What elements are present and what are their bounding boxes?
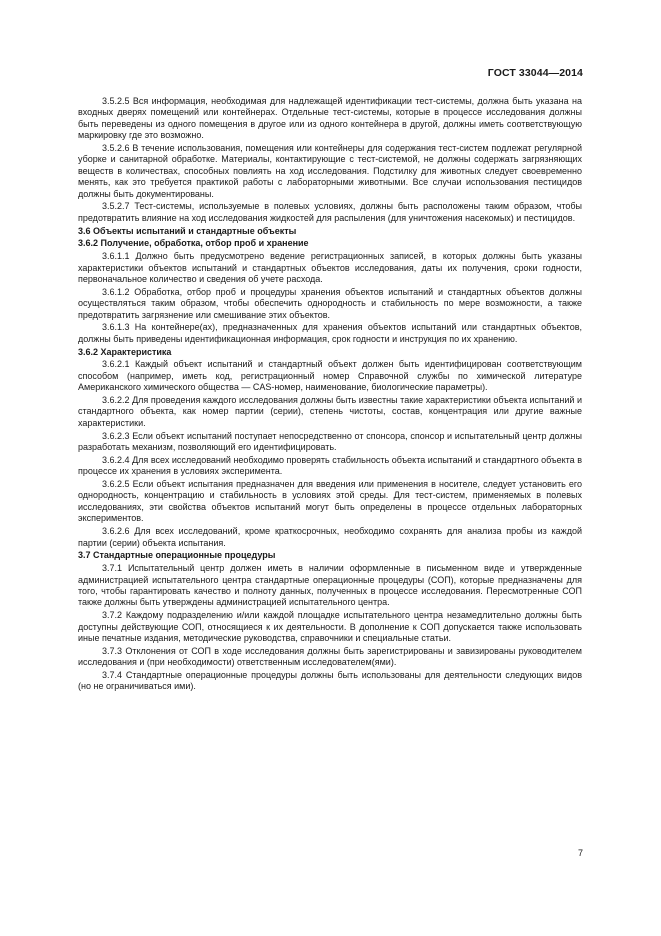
paragraph: 3.6.2.1 Каждый объект испытаний и стандартный объект должен быть идентифицирован соответствующим способом (например, иметь код, регистрационный номер Справочной службы по химической литературе Американского химического общества — CAS-номер, наименование, биологические параметры).: [78, 359, 582, 393]
page-number: 7: [577, 848, 583, 858]
paragraph: 3.6.1.3 На контейнере(ах), предназначенных для хранения объектов испытаний или стандартных объектов, должны быть приведены идентификационная информация, срок годности и инструкция по их хранению.: [78, 322, 582, 344]
paragraph: 3.6.2.3 Если объект испытаний поступает непосредственно от спонсора, спонсор и испытательный центр должны разработать механизм, позволяющий его идентифицировать.: [78, 430, 582, 453]
paragraph: 3.5.2.5 Вся информация, необходимая для надлежащей идентификации тест-системы, должна быть указана на входных дверях помещений или контейнерах. Отдельные тест-системы, которые в процессе исследования должны быть переведены из одного помещения в другое или из одного контейнера в другой, должны иметь соответствующую маркировку где это возможно.: [78, 96, 582, 141]
paragraph: 3.6.1.2 Обработка, отбор проб и процедуры хранения объектов испытаний и стандартных объектов должны осуществляться таким образом, чтобы обеспечить однородность и стабильность по мере возможности, а также предотвратить загрязнение или смешивание этих объектов.: [78, 286, 582, 320]
paragraph: 3.5.2.7 Тест-системы, используемые в полевых условиях, должны быть расположены таким образом, чтобы предотвратить влияние на ход исследования жидкостей для распыления (для уничтожения насекомых) и пестицидов.: [78, 201, 582, 223]
paragraph: 3.7.3 Отклонения от СОП в ходе исследования должны быть зарегистрированы и завизированы руководителем исследования и (при необходимости) ответственным исследователем(ями).: [78, 645, 582, 668]
paragraph: 3.6.1.1 Должно быть предусмотрено ведение регистрационных записей, в которых должны быть указаны характеристики объектов испытаний и стандартных объектов исследования, даты их получения, сроки годности, первоначальное количество и сведения об учете расхода.: [78, 251, 582, 285]
section-heading: 3.6 Объекты испытаний и стандартные объекты: [78, 225, 297, 236]
paragraph: 3.7.1 Испытательный центр должен иметь в наличии оформленные в письменном виде и утвержденные администрацией испытательного центра стандартные операционные процедуры (СОП), которые предназначены для того, чтобы гарантировать качество и полноту данных, полученных в процессе исследования. Пересмотренные СОП также должны быть утверждены администрацией испытательного центра.: [78, 563, 582, 608]
standard-header: ГОСТ 33044—2014: [487, 67, 583, 79]
document-body: [78, 96, 582, 694]
section-heading: 3.6.2 Получение, обработка, отбор проб и хранение: [78, 238, 309, 249]
section-heading: 3.6.2 Характеристика: [78, 346, 172, 357]
section-heading: 3.7 Стандартные операционные процедуры: [78, 550, 276, 561]
paragraph: 3.6.2.6 Для всех исследований, кроме краткосрочных, необходимо сохранять для анализа пробы из каждой партии (серии) объекта испытания.: [78, 526, 582, 548]
paragraph: 3.7.4 Стандартные операционные процедуры должны быть использованы для деятельности следующих видов (но не ограничиваться ими).: [78, 669, 582, 692]
paragraph: 3.6.2.5 Если объект испытания предназначен для введения или применения в носителе, следует установить его однородность, концентрацию и стабильность в условиях этой среды. Для тест-систем, применяемых в полевых исследованиях, эти свойства объектов испытаний могут быть определены в процессе отдельных лабораторных экспериментов.: [78, 479, 582, 524]
paragraph: 3.6.2.2 Для проведения каждого исследования должны быть известны такие характеристики объекта испытаний и стандартного объекта, как номер партии (серии), степень чистоты, состав, концентрация или другие важные характеристики.: [78, 395, 582, 428]
paragraph: 3.5.2.6 В течение использования, помещения или контейнеры для содержания тест-систем подлежат регулярной уборке и санитарной обработке. Материалы, контактирующие с тест-системой, не должны содержать загрязняющих веществ в количествах, способных повлиять на ход исследования. Подстилку для животных следует своевременно менять, как это требуется практикой работы с лабораторными животными. Все случаи использования пестицидов должны быть документированы.: [78, 143, 582, 199]
paragraph: 3.7.2 Каждому подразделению и/или каждой площадке испытательного центра незамедлительно должны быть доступны действующие СОП, относящиеся к их деятельности. В дополнение к СОП допускается также использовать иные печатные издания, методические руководства, справочники и специальные статьи.: [78, 610, 582, 643]
paragraph: 3.6.2.4 Для всех исследований необходимо проверять стабильность объекта испытаний и стандартного объекта в процессе их хранения в условиях эксперимента.: [78, 454, 582, 477]
